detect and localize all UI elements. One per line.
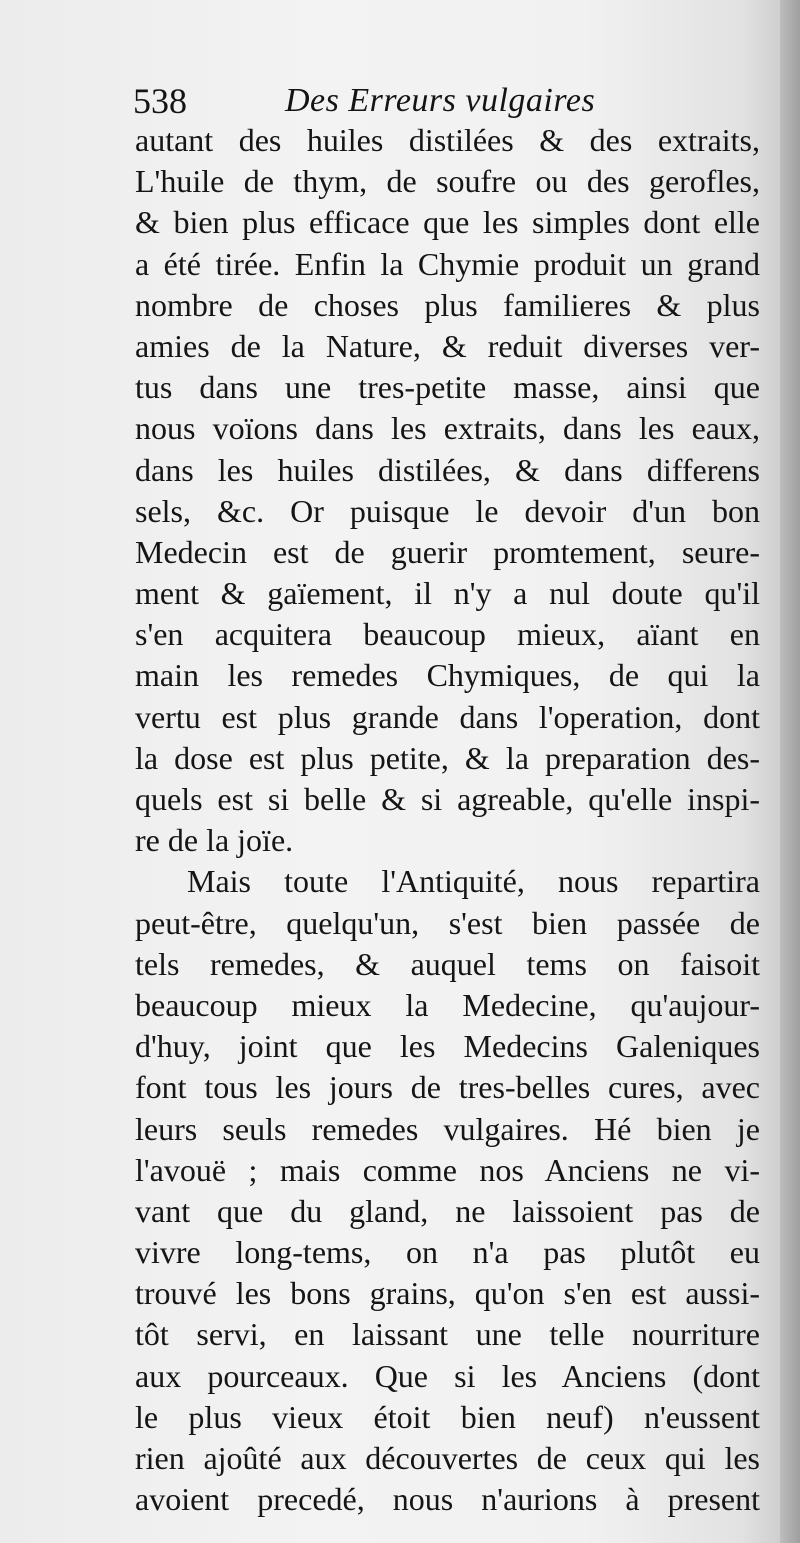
text-line: autant des huiles distilées & des extraits,: [135, 122, 760, 158]
text-line: avoient precedé, nous n'aurions à present: [135, 1481, 760, 1518]
text-line: L'huile de thym, de soufre ou des gerofles,: [135, 163, 760, 200]
text-line: beaucoup mieux la Medecine, qu'aujour-: [135, 986, 760, 1023]
text-line: amies de la Nature, & reduit diverses ver-: [135, 327, 760, 364]
text-line: vant que du gland, ne laissoient pas de: [135, 1192, 760, 1229]
text-line: d'huy, joint que les Medecins Galeniques: [135, 1028, 760, 1065]
text-line: a été tirée. Enfin la Chymie produit un grand: [135, 245, 760, 282]
text-line: nombre de choses plus familieres & plus: [135, 286, 760, 323]
text-line: la dose est plus petite, & la preparation des-: [135, 739, 760, 776]
text-line: dans les huiles distilées, & dans differens: [135, 451, 760, 488]
text-line: l'avouë ; mais comme nos Anciens ne vi-: [135, 1151, 760, 1188]
body-text: [135, 120, 760, 1520]
paragraph-start-line: Mais toute l'Antiquité, nous repartira: [187, 863, 760, 900]
paragraph-end-line: re de la joïe.: [135, 822, 294, 859]
text-line: s'en acquitera beaucoup mieux, aïant en: [135, 616, 760, 653]
text-line: rien ajoûté aux découvertes de ceux qui les: [135, 1440, 760, 1476]
text-line: ment & gaïement, il n'y a nul doute qu'il: [135, 575, 760, 612]
text-line: sels, &c. Or puisque le devoir d'un bon: [135, 492, 760, 529]
text-line: font tous les jours de tres-belles cures, avec: [135, 1069, 760, 1106]
text-line: vivre long-tems, on n'a pas plutôt eu: [135, 1234, 760, 1271]
text-line: leurs seuls remedes vulgaires. Hé bien je: [135, 1110, 760, 1147]
text-line: le plus vieux étoit bien neuf) n'eussent: [135, 1398, 760, 1435]
page-header: [133, 78, 653, 124]
text-line: tels remedes, & auquel tems on faisoit: [135, 945, 760, 982]
text-line: aux pourceaux. Que si les Anciens (dont: [135, 1357, 760, 1394]
text-line: main les remedes Chymiques, de qui la: [135, 657, 760, 694]
text-line: trouvé les bons grains, qu'on s'en est aussi-: [135, 1275, 760, 1312]
text-line: nous voïons dans les extraits, dans les eaux,: [135, 410, 760, 447]
page-number: 538: [133, 81, 187, 121]
page-edge-shadow: [780, 0, 800, 1543]
text-line: tôt servi, en laissant une telle nourriture: [135, 1316, 760, 1353]
text-line: Medecin est de guerir promtement, seure-: [135, 533, 760, 570]
text-line: tus dans une tres-petite masse, ainsi que: [135, 369, 760, 406]
text-line: peut-être, quelqu'un, s'est bien passée de: [135, 904, 760, 941]
text-line: quels est si belle & si agreable, qu'elle inspi-: [135, 781, 760, 817]
text-line: & bien plus efficace que les simples dont elle: [135, 204, 760, 241]
running-head: Des Erreurs vulgaires: [285, 82, 596, 119]
text-line: vertu est plus grande dans l'operation, dont: [135, 698, 760, 735]
